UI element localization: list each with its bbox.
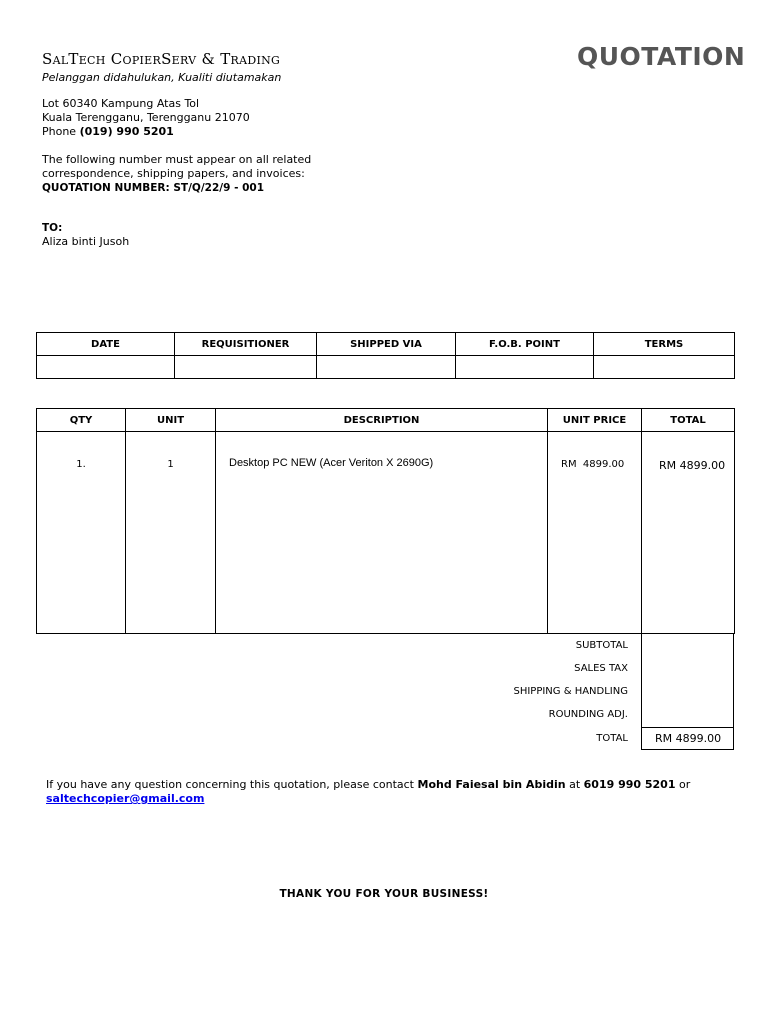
total-row [642, 727, 734, 749]
recipient-name: Aliza binti Jusoh [42, 235, 130, 248]
notice-block [42, 153, 311, 195]
total-label: TOTAL [596, 733, 628, 744]
table-row [37, 432, 735, 634]
contact-note [46, 778, 726, 806]
notice-line-2: correspondence, shipping papers, and invoices: [42, 167, 305, 180]
item-description: Desktop PC NEW (Acer Veriton X 2690G) [216, 432, 548, 634]
item-total: RM 4899.00 [642, 432, 735, 634]
header-unit: UNIT [126, 409, 216, 432]
item-unit-price: RM 4899.00 [548, 432, 642, 634]
contact-name: Mohd Faiesal bin Abidin [417, 778, 566, 791]
item-qty: 1. [37, 432, 126, 634]
address-line-2: Kuala Terengganu, Terengganu 21070 [42, 111, 250, 124]
subtotal-row [642, 634, 734, 657]
item-unit: 1 [126, 432, 216, 634]
contact-phone: 6019 990 5201 [583, 778, 676, 791]
totals-table [641, 634, 734, 750]
sales-tax-label: SALES TAX [574, 663, 628, 674]
header-description: DESCRIPTION [216, 409, 548, 432]
contact-prefix: If you have any question concerning this quotation, please contact [46, 778, 414, 791]
shipping-label: SHIPPING & HANDLING [513, 686, 628, 697]
at-text: at [569, 778, 581, 791]
or-text: or [679, 778, 691, 791]
header-fob-point: F.O.B. POINT [456, 333, 594, 356]
date-value [37, 356, 175, 379]
shipping-header-row [37, 333, 735, 356]
terms-value [594, 356, 735, 379]
document-title: QUOTATION [577, 42, 746, 71]
company-tagline: Pelanggan didahulukan, Kualiti diutamakan [42, 71, 282, 84]
subtotal-label: SUBTOTAL [575, 640, 628, 651]
total-value: RM 4899.00 [642, 727, 734, 749]
shipped-via-value [317, 356, 456, 379]
requisitioner-value [175, 356, 317, 379]
header-date: DATE [37, 333, 175, 356]
header-requisitioner: REQUISITIONER [175, 333, 317, 356]
phone-line [42, 125, 250, 139]
phone-label: Phone [42, 125, 77, 138]
items-header-row [37, 409, 735, 432]
header-unit-price: UNIT PRICE [548, 409, 642, 432]
header-terms: TERMS [594, 333, 735, 356]
header-shipped-via: SHIPPED VIA [317, 333, 456, 356]
shipping-table [36, 332, 735, 379]
items-table [36, 408, 735, 634]
quotation-number: QUOTATION NUMBER: ST/Q/22/9 - 001 [42, 182, 265, 194]
fob-point-value [456, 356, 594, 379]
email-link[interactable]: saltechcopier@gmail.com [46, 792, 205, 805]
phone-value: (019) 990 5201 [79, 125, 174, 138]
shipping-row [642, 680, 734, 703]
company-name: SalTech CopierServ & Trading [42, 50, 281, 68]
header-total: TOTAL [642, 409, 735, 432]
recipient-block [42, 221, 129, 249]
subtotal-value [642, 634, 734, 657]
rounding-row [642, 703, 734, 727]
sales-tax-row [642, 657, 734, 680]
header-qty: QTY [37, 409, 126, 432]
recipient-label: TO: [42, 222, 63, 234]
address-line-1: Lot 60340 Kampung Atas Tol [42, 97, 200, 110]
rounding-value [642, 703, 734, 727]
sales-tax-value [642, 657, 734, 680]
shipping-value-row [37, 356, 735, 379]
rounding-label: ROUNDING ADJ. [548, 709, 628, 720]
thank-you-message: THANK YOU FOR YOUR BUSINESS! [279, 888, 489, 900]
notice-line-1: The following number must appear on all related [42, 153, 312, 166]
address-block [42, 97, 250, 139]
shipping-value [642, 680, 734, 703]
